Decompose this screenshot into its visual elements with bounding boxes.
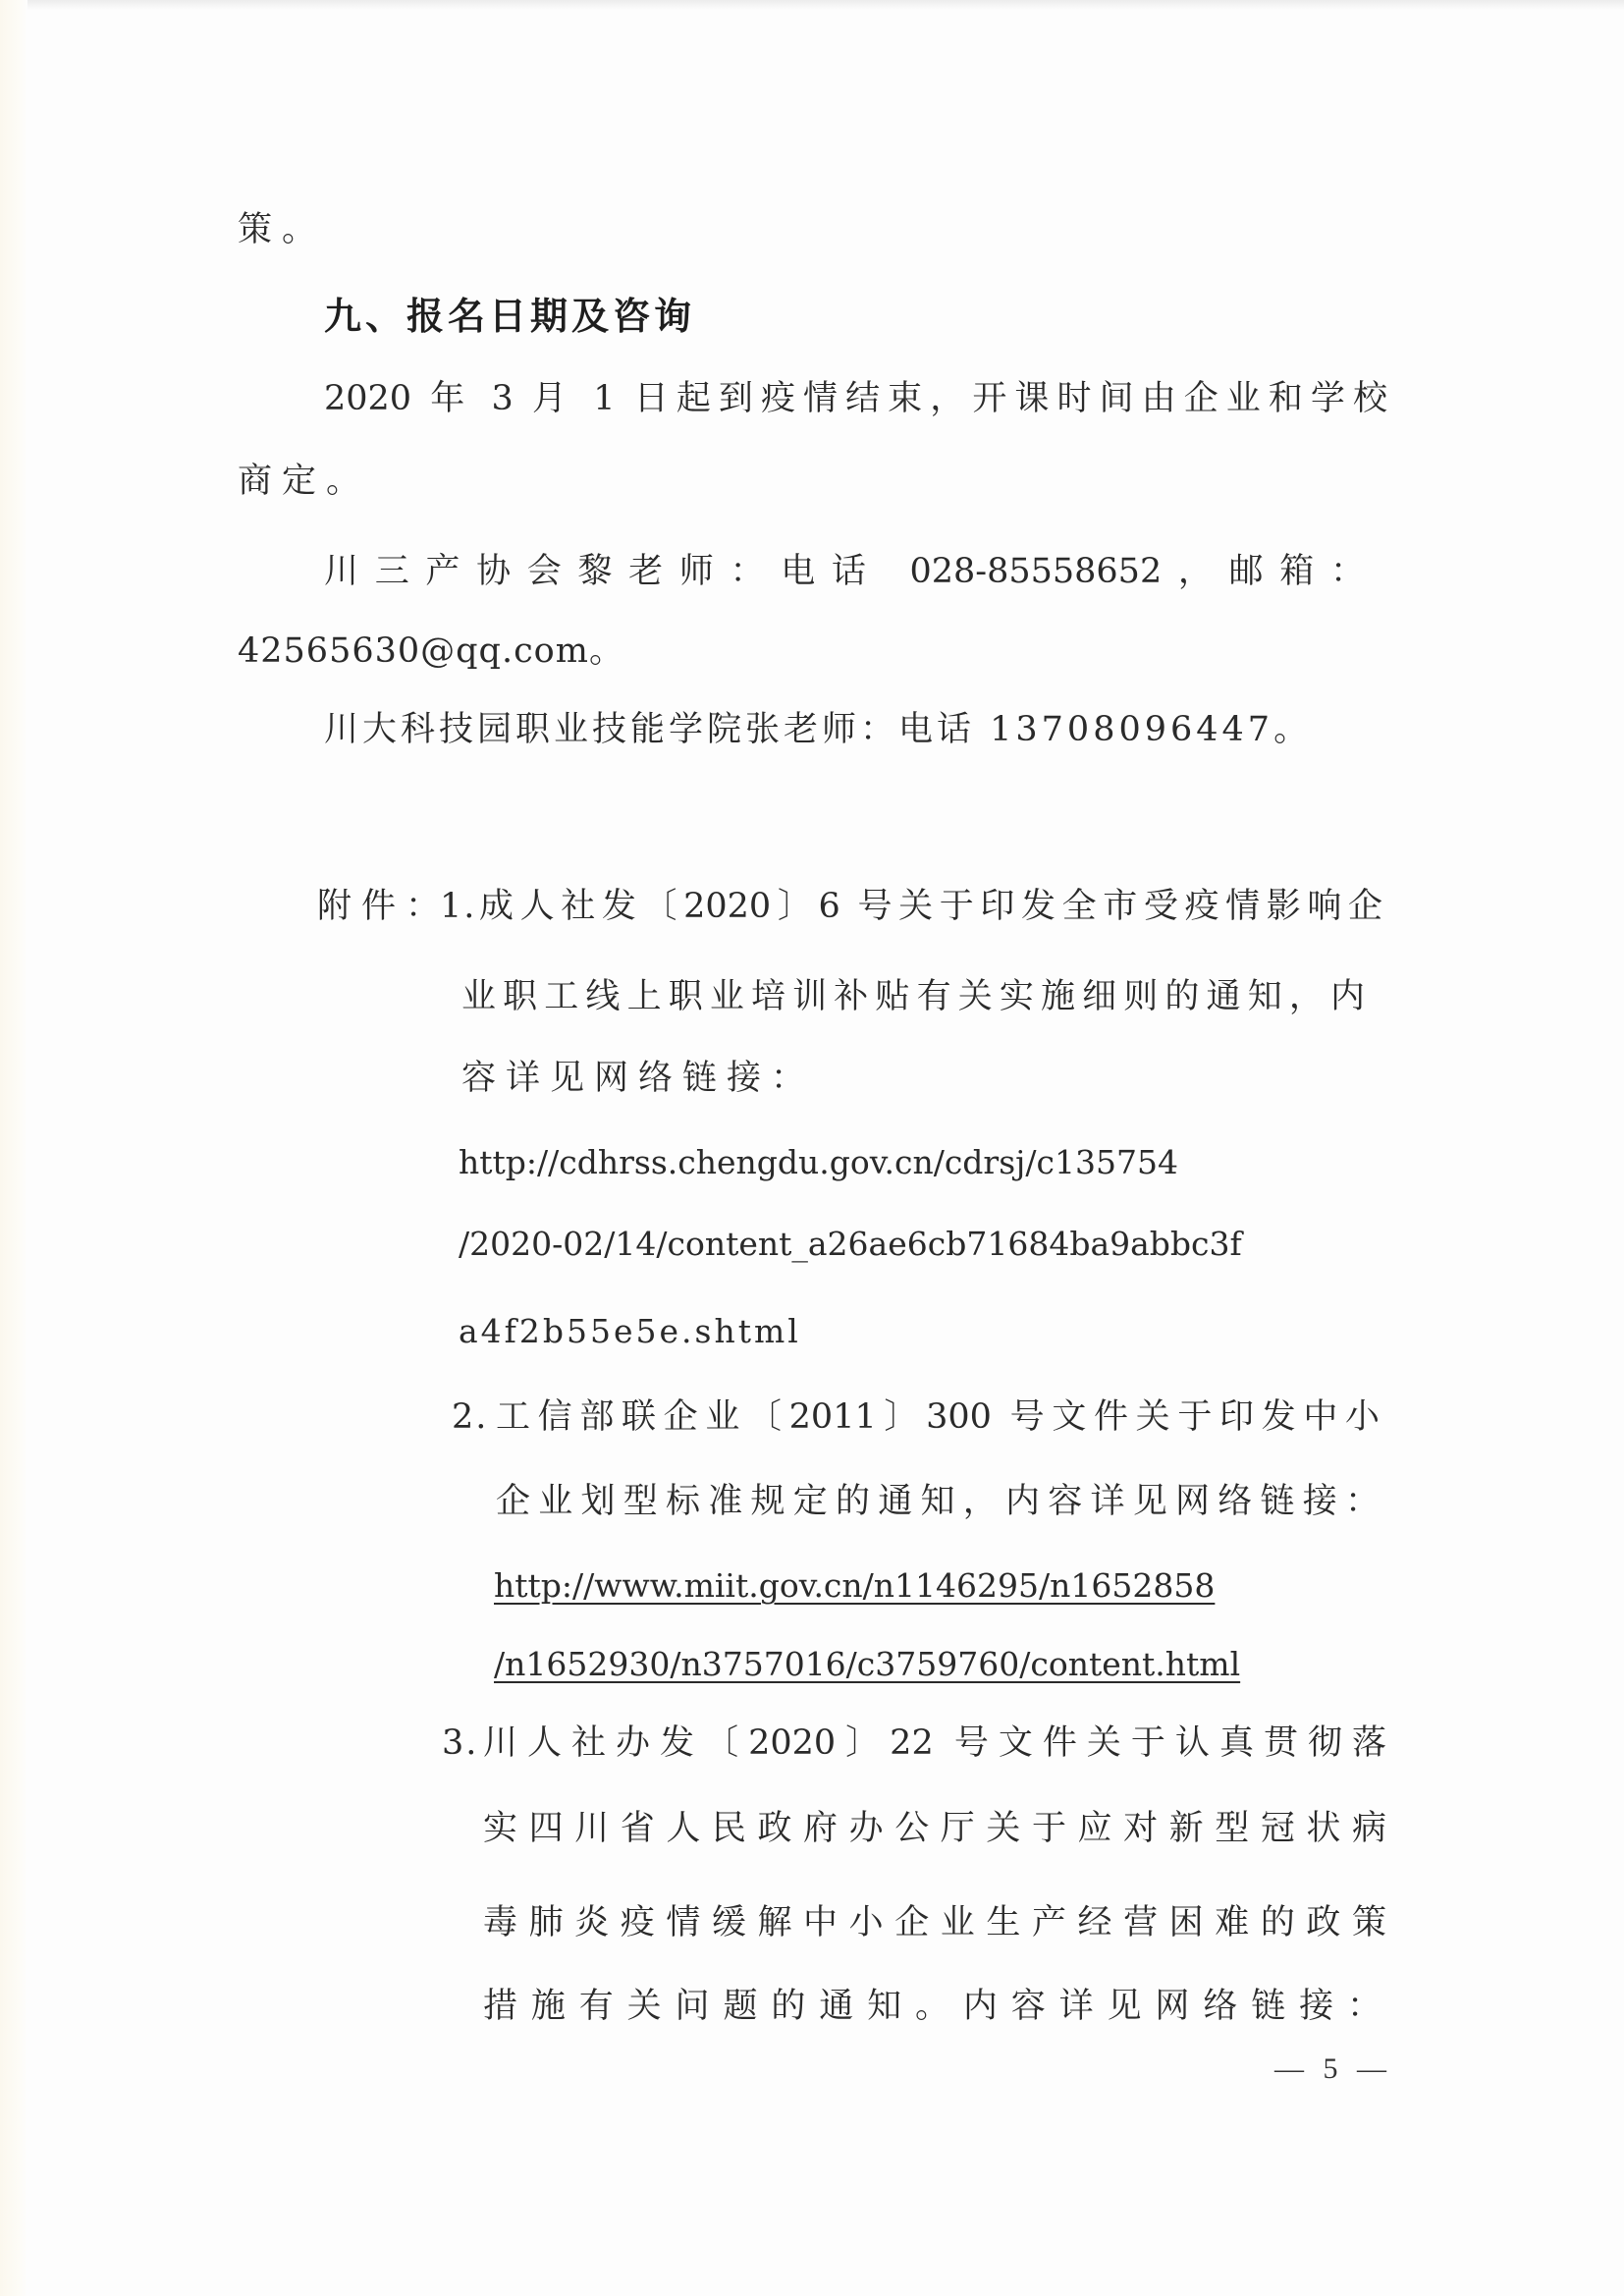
- contact-2: 川大科技园职业技能学院张老师：电话 13708096447。: [324, 710, 1313, 749]
- attachments-label: 附件：: [317, 887, 451, 926]
- attachment-text-line: 实四川省人民政府办公厅关于应对新型冠状病: [483, 1809, 1386, 1848]
- attachment-link[interactable]: http://cdhrss.chengdu.gov.cn/cdrsj/c135754: [459, 1143, 1178, 1181]
- continuation-text: 策。: [238, 210, 327, 249]
- attachment-text-line: 工信部联企业〔2011〕300 号文件关于印发中小: [496, 1397, 1380, 1437]
- attachment-link[interactable]: a4f2b55e5e.shtml: [459, 1312, 801, 1350]
- attachment-text-line: 容详见网络链接：: [461, 1059, 816, 1098]
- attachment-number: 2.: [452, 1397, 489, 1437]
- attachment-text-line: 毒肺炎疫情缓解中小企业生产经营困难的政策: [483, 1903, 1386, 1942]
- contact-1-email: 42565630@qq.com。: [238, 631, 624, 671]
- attachment-link[interactable]: /n1652930/n3757016/c3759760/content.html: [494, 1645, 1241, 1683]
- attachment-text-line: 成人社发〔2020〕6 号关于印发全市受疫情影响企: [479, 887, 1382, 926]
- date-line-2: 商定。: [238, 462, 371, 501]
- contact-1-line-1: 川三产协会黎老师：电话 028-85558652，邮箱：: [324, 552, 1365, 591]
- attachment-text-line: 企业划型标准规定的通知，内容详见网络链接：: [496, 1482, 1380, 1521]
- attachment-number: 1.: [440, 887, 477, 926]
- scan-edge-top: [27, 0, 1624, 10]
- attachment-text-line: 业职工线上职业培训补贴有关实施细则的通知，内: [461, 977, 1365, 1016]
- attachment-number: 3.: [442, 1723, 479, 1763]
- attachment-text-line: 措施有关问题的通知。内容详见网络链接：: [483, 1987, 1381, 2026]
- attachment-text-line: 川人社办发〔2020〕22 号文件关于认真贯彻落: [483, 1723, 1386, 1763]
- attachment-link[interactable]: /2020-02/14/content_a26ae6cb71684ba9abbc3f: [459, 1225, 1242, 1263]
- attachment-link[interactable]: http://www.miit.gov.cn/n1146295/n1652858: [494, 1566, 1216, 1605]
- page-number: — 5 —: [1274, 2052, 1392, 2085]
- section-heading: 九、报名日期及咨询: [324, 295, 696, 338]
- scan-edge-left: [0, 0, 27, 2296]
- date-line-1: 2020 年 3 月 1 日起到疫情结束，开课时间由企业和学校: [324, 379, 1387, 418]
